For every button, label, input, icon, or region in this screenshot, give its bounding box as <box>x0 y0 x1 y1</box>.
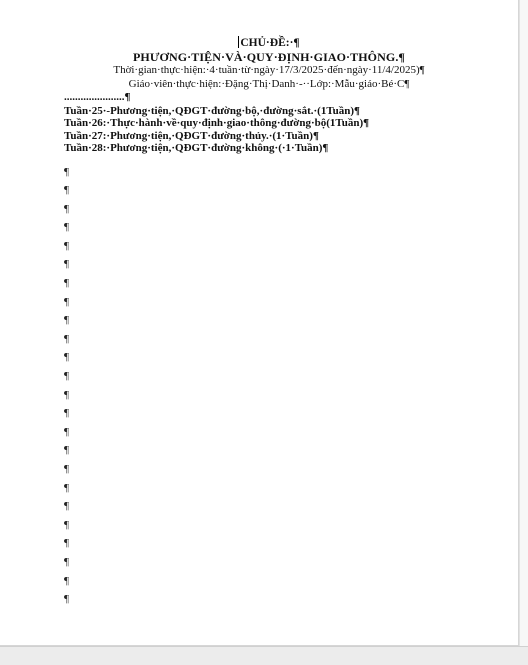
document-body[interactable] <box>64 36 474 609</box>
paragraph-mark: ¶ <box>64 314 69 327</box>
time-line: Thời·gian·thực·hiện:·4·tuần·từ·ngày·17/3/2025·đến·ngày·11/4/2025)¶ <box>113 64 425 76</box>
paragraph-mark: ¶ <box>64 537 69 550</box>
week-item: Tuần·25·-Phương·tiện,·QĐGT·đường·bộ,·đường·sắt.·(1Tuần)¶ <box>64 104 360 117</box>
heading-title: PHƯƠNG·TIỆN·VÀ·QUY·ĐỊNH·GIAO·THÔNG.¶ <box>133 50 405 64</box>
paragraph-mark: ¶ <box>64 555 69 568</box>
paragraph-mark: ¶ <box>64 593 69 606</box>
paragraph-mark: ¶ <box>64 407 69 420</box>
week-item: Tuần·28:·Phương·tiện,·QĐGT·đường·không·(·1·Tuần)¶ <box>64 142 329 154</box>
paragraph-mark: ¶ <box>64 221 69 234</box>
paragraph-mark: ¶ <box>64 388 69 401</box>
paragraph-mark: ¶ <box>64 481 69 494</box>
paragraph-mark: ¶ <box>64 463 69 475</box>
teacher-line: Giáo·viên·thực·hiện:·Đặng·Thị·Danh·-··Lớp:·Mẫu·giáo·Bé·C¶ <box>128 77 410 90</box>
paragraph-mark: ¶ <box>64 202 69 215</box>
vertical-scrollbar[interactable] <box>519 0 528 646</box>
heading-topic-text: CHỦ·ĐỀ:·¶ <box>240 37 300 49</box>
paragraph-mark: ¶ <box>64 295 69 308</box>
empty-paragraphs <box>64 163 474 609</box>
week-item: Tuần·26:·Thực·hành·về·quy·định·giao·thông·đường·bộ(1Tuần)¶ <box>64 117 370 129</box>
dots-line: ......................¶ <box>64 91 131 103</box>
paragraph-mark: ¶ <box>64 332 69 345</box>
week-item: Tuần·27:·Phương·tiện,·QĐGT·đường·thủy.·(1·Tuần)¶ <box>64 129 319 142</box>
week-list <box>64 105 474 155</box>
paragraph-mark: ¶ <box>64 518 69 531</box>
paragraph-mark: ¶ <box>64 239 69 252</box>
paragraph-mark: ¶ <box>64 351 69 364</box>
paragraph-mark: ¶ <box>64 258 69 271</box>
paragraph-mark: ¶ <box>64 370 69 383</box>
paragraph-mark: ¶ <box>64 165 69 178</box>
paragraph-mark: ¶ <box>64 574 69 587</box>
paragraph-mark: ¶ <box>64 444 69 457</box>
paragraph-mark: ¶ <box>64 500 69 513</box>
paragraph-mark: ¶ <box>64 184 69 197</box>
heading-topic <box>64 36 474 50</box>
status-bar <box>0 646 528 665</box>
paragraph-mark: ¶ <box>64 425 69 438</box>
paragraph-mark: ¶ <box>64 277 69 290</box>
